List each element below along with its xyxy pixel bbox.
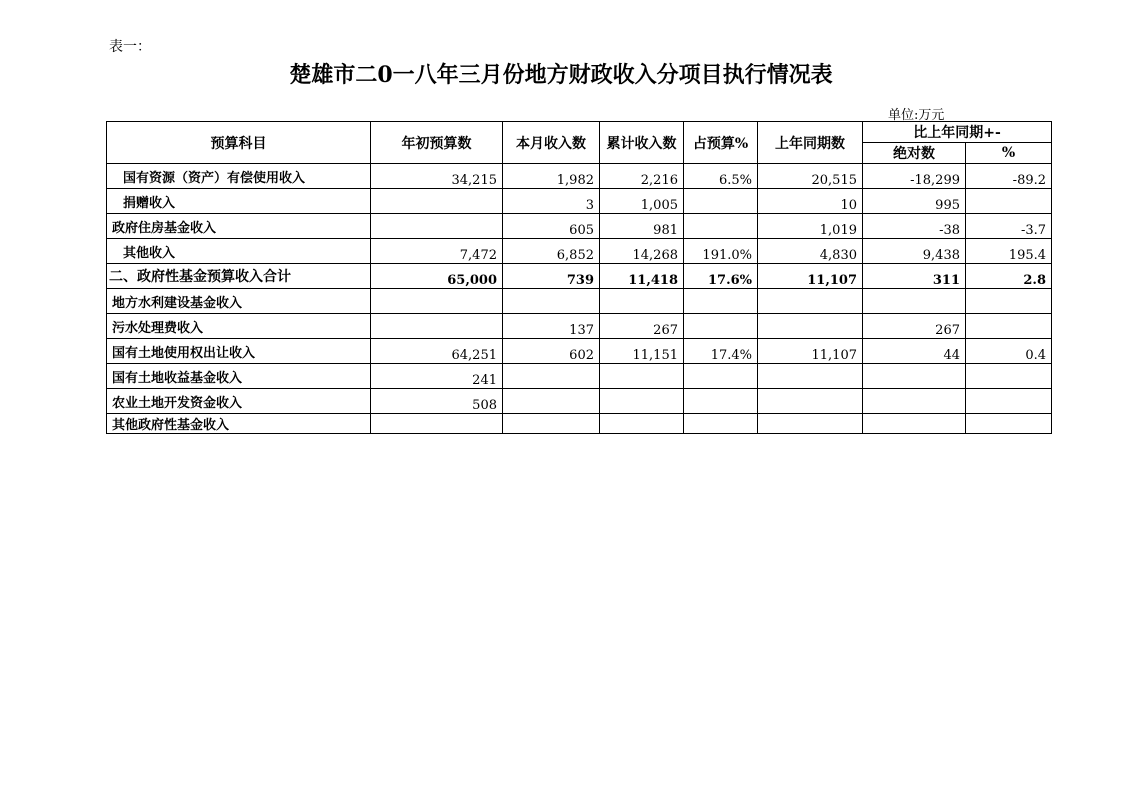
cell-pct [684, 214, 758, 239]
table-row [107, 414, 1052, 434]
cell-change-pct [966, 314, 1052, 339]
cell-month: 3 [503, 189, 600, 214]
table-row-total [107, 264, 1052, 289]
row-subject: 国有土地收益基金收入 [107, 364, 371, 389]
row-subject: 其他政府性基金收入 [107, 414, 371, 434]
cell-cumulative: 11,418 [600, 264, 684, 289]
row-subject: 国有资源（资产）有偿使用收入 [107, 164, 371, 189]
cell-pct: 6.5% [684, 164, 758, 189]
cell-budget: 34,215 [371, 164, 503, 189]
cell-change-pct: -3.7 [966, 214, 1052, 239]
cell-change-pct [966, 414, 1052, 434]
cell-last-year: 4,830 [758, 239, 863, 264]
table-label: 表一： [109, 39, 151, 55]
cell-cumulative [600, 389, 684, 414]
table-row [107, 189, 1052, 214]
cell-budget: 64,251 [371, 339, 503, 364]
cell-month: 137 [503, 314, 600, 339]
cell-abs: 995 [863, 189, 966, 214]
table-row [107, 314, 1052, 339]
header-monthly-income: 本月收入数 [503, 122, 600, 164]
cell-last-year [758, 314, 863, 339]
cell-last-year [758, 289, 863, 314]
cell-cumulative: 14,268 [600, 239, 684, 264]
cell-change-pct [966, 189, 1052, 214]
cell-pct: 191.0% [684, 239, 758, 264]
cell-budget: 7,472 [371, 239, 503, 264]
cell-pct [684, 389, 758, 414]
table-row [107, 239, 1052, 264]
header-annual-budget: 年初预算数 [371, 122, 503, 164]
cell-cumulative [600, 364, 684, 389]
row-subject: 污水处理费收入 [107, 314, 371, 339]
cell-last-year: 20,515 [758, 164, 863, 189]
cell-pct [684, 364, 758, 389]
cell-abs: 9,438 [863, 239, 966, 264]
cell-pct: 17.6% [684, 264, 758, 289]
cell-pct [684, 289, 758, 314]
cell-month [503, 289, 600, 314]
cell-budget: 508 [371, 389, 503, 414]
cell-abs [863, 364, 966, 389]
cell-pct: 17.4% [684, 339, 758, 364]
row-subject: 其他收入 [107, 239, 371, 264]
cell-budget [371, 289, 503, 314]
header-vs-last-year: 比上年同期+- [863, 122, 1052, 143]
cell-month: 6,852 [503, 239, 600, 264]
row-subject: 政府住房基金收入 [107, 214, 371, 239]
cell-last-year: 11,107 [758, 264, 863, 289]
cell-abs: -18,299 [863, 164, 966, 189]
cell-change-pct [966, 389, 1052, 414]
cell-change-pct [966, 289, 1052, 314]
cell-budget: 241 [371, 364, 503, 389]
cell-cumulative [600, 289, 684, 314]
revenue-table [106, 121, 1052, 434]
cell-last-year: 10 [758, 189, 863, 214]
cell-abs: 44 [863, 339, 966, 364]
cell-abs [863, 389, 966, 414]
cell-cumulative: 11,151 [600, 339, 684, 364]
cell-pct [684, 414, 758, 434]
header-cumulative-income: 累计收入数 [600, 122, 684, 164]
header-absolute: 绝对数 [863, 143, 966, 164]
cell-change-pct [966, 364, 1052, 389]
header-subject: 预算科目 [107, 122, 371, 164]
cell-month: 1,982 [503, 164, 600, 189]
row-subject: 农业土地开发资金收入 [107, 389, 371, 414]
header-budget-pct: 占预算% [684, 122, 758, 164]
header-last-year: 上年同期数 [758, 122, 863, 164]
table-row [107, 389, 1052, 414]
cell-change-pct: 2.8 [966, 264, 1052, 289]
cell-budget [371, 214, 503, 239]
header-percent: % [966, 143, 1052, 164]
cell-abs: 267 [863, 314, 966, 339]
row-subject: 二、政府性基金预算收入合计 [107, 264, 371, 289]
cell-last-year: 11,107 [758, 339, 863, 364]
cell-pct [684, 189, 758, 214]
row-subject: 地方水利建设基金收入 [107, 289, 371, 314]
cell-budget: 65,000 [371, 264, 503, 289]
cell-cumulative: 1,005 [600, 189, 684, 214]
cell-abs [863, 414, 966, 434]
cell-change-pct: 0.4 [966, 339, 1052, 364]
cell-cumulative: 267 [600, 314, 684, 339]
cell-cumulative: 2,216 [600, 164, 684, 189]
cell-budget [371, 189, 503, 214]
cell-month: 605 [503, 214, 600, 239]
cell-month [503, 414, 600, 434]
row-subject: 国有土地使用权出让收入 [107, 339, 371, 364]
cell-cumulative [600, 414, 684, 434]
cell-month [503, 364, 600, 389]
unit-label: 单位:万元 [888, 108, 945, 123]
table-row [107, 214, 1052, 239]
cell-abs: 311 [863, 264, 966, 289]
cell-last-year: 1,019 [758, 214, 863, 239]
cell-month: 739 [503, 264, 600, 289]
table-row [107, 164, 1052, 189]
cell-month [503, 389, 600, 414]
cell-pct [684, 314, 758, 339]
cell-last-year [758, 389, 863, 414]
cell-month: 602 [503, 339, 600, 364]
table-row [107, 364, 1052, 389]
document-title: 楚雄市二0一八年三月份地方财政收入分项目执行情况表 [289, 62, 833, 88]
cell-cumulative: 981 [600, 214, 684, 239]
row-subject: 捐赠收入 [107, 189, 371, 214]
cell-change-pct: -89.2 [966, 164, 1052, 189]
cell-last-year [758, 364, 863, 389]
cell-budget [371, 414, 503, 434]
cell-last-year [758, 414, 863, 434]
cell-abs: -38 [863, 214, 966, 239]
cell-abs [863, 289, 966, 314]
cell-change-pct: 195.4 [966, 239, 1052, 264]
table-row [107, 289, 1052, 314]
cell-budget [371, 314, 503, 339]
table-row [107, 339, 1052, 364]
